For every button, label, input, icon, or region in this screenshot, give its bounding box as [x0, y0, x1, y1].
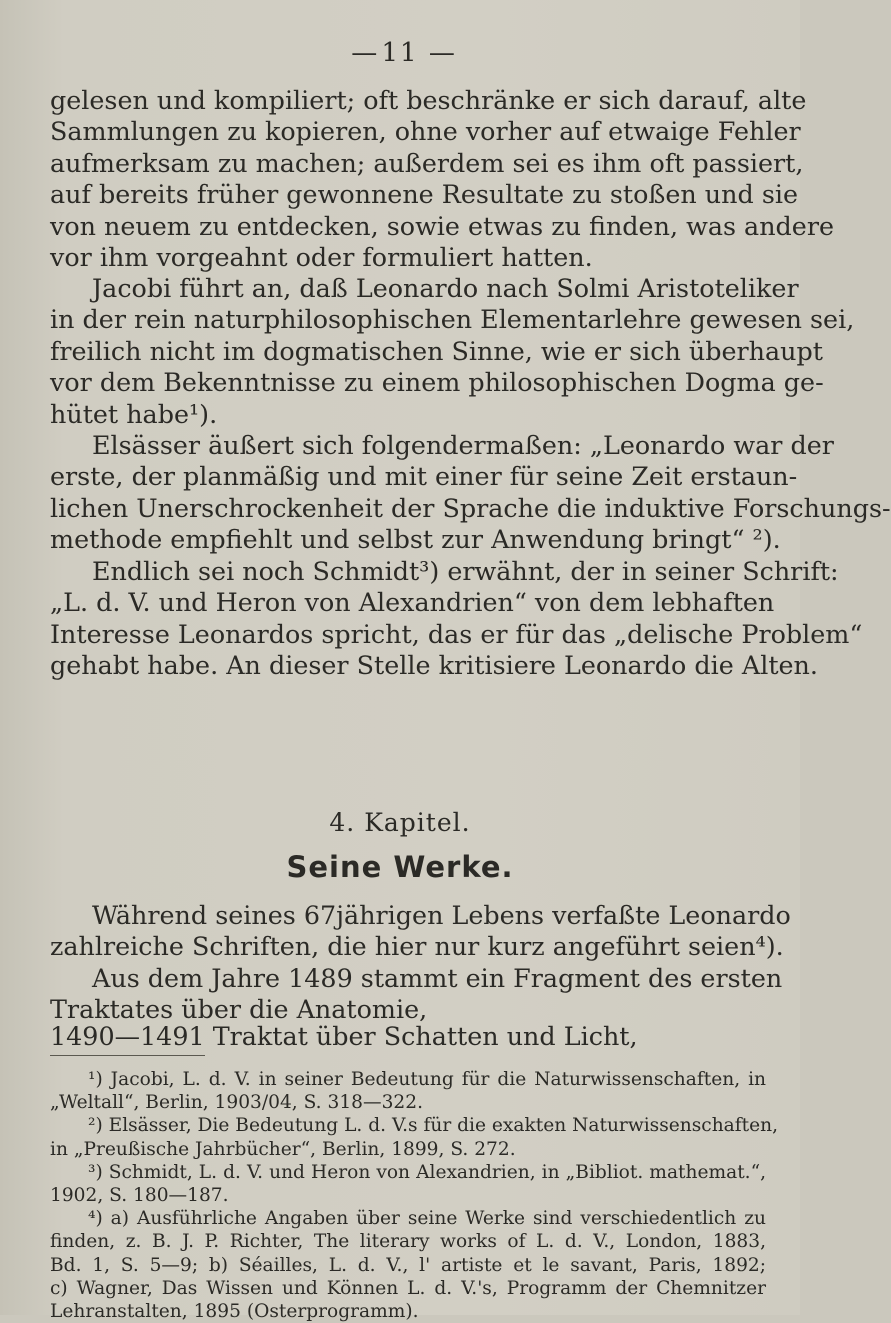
- paragraph-4: [50, 556, 863, 682]
- text-line: Endlich sei noch Schmidt³) erwähnt, der in seiner Schrift:: [92, 556, 839, 586]
- chapter-paragraph-2: [50, 963, 783, 1026]
- text-line: Aus dem Jahre 1489 stammt ein Fragment des ersten: [92, 963, 783, 993]
- footnote-4: [50, 1207, 766, 1323]
- text-line: hütet habe¹).: [50, 398, 218, 429]
- footnote-line: 1902, S. 180—187.: [50, 1185, 229, 1207]
- chapter-number: 4. Kapitel.: [329, 808, 471, 837]
- paragraph-2: [50, 273, 855, 430]
- text-line: in der rein naturphilosophischen Elementarlehre gewesen sei,: [50, 304, 855, 335]
- text-line: vor dem Bekenntnisse zu einem philosophischen Dogma ge-: [50, 367, 824, 398]
- text-line: methode empfiehlt und selbst zur Anwendung bringt“ ²).: [50, 524, 781, 555]
- footnote-line: Lehranstalten, 1895 (Osterprogramm).: [50, 1301, 419, 1323]
- text-line: freilich nicht im dogmatischen Sinne, wie er sich überhaupt: [50, 335, 823, 366]
- text-line: „L. d. V. und Heron von Alexandrien“ von dem lebhaften: [50, 587, 775, 618]
- footnote-line: c) Wagner, Das Wissen und Können L. d. V.'s, Programm der Chemnitzer: [50, 1277, 766, 1299]
- text-line: aufmerksam zu machen; außerdem sei es ihm oft passiert,: [50, 147, 804, 178]
- text-line: Während seines 67jährigen Lebens verfaßte Leonardo: [92, 900, 791, 930]
- text-line: vor ihm vorgeahnt oder formuliert hatten.: [50, 242, 593, 273]
- footnote-divider: [50, 1055, 205, 1056]
- footnote-line: ¹) Jacobi, L. d. V. in seiner Bedeutung für die Naturwissenschaften, in: [88, 1069, 766, 1090]
- text-line: auf bereits früher gewonnene Resultate zu stoßen und sie: [50, 179, 799, 210]
- footnote-line: finden, z. B. J. P. Richter, The literary works of L. d. V., London, 1883,: [50, 1231, 766, 1253]
- footnote-line: „Weltall“, Berlin, 1903/04, S. 318—322.: [50, 1092, 423, 1114]
- text-line: Jacobi führt an, daß Leonardo nach Solmi Aristoteliker: [92, 273, 799, 303]
- footnote-line: ⁴) a) Ausführliche Angaben über seine Werke sind verschiedentlich zu: [88, 1208, 766, 1230]
- footnotes: [50, 1068, 779, 1323]
- paragraph-3: [50, 430, 891, 556]
- page-number-value: 11: [381, 38, 419, 68]
- footnote-line: ²) Elsässer, Die Bedeutung L. d. V.s für die exakten Naturwissenschaften,: [88, 1115, 779, 1137]
- text-line: Elsässer äußert sich folgendermaßen: „Leonardo war der: [92, 430, 834, 460]
- footnote-3: [50, 1161, 766, 1207]
- text-line: gelesen und kompiliert; oft beschränke er sich darauf, alte: [50, 85, 807, 115]
- text-line: gehabt habe. An dieser Stelle kritisiere Leonardo die Alten.: [50, 650, 818, 681]
- text-line: Traktates über die Anatomie,: [50, 994, 428, 1025]
- text-line: erste, der planmäßig und mit einer für seine Zeit erstaun-: [50, 461, 798, 492]
- footnote-1: [50, 1068, 766, 1114]
- text-line: von neuem zu entdecken, sowie etwas zu finden, was andere: [50, 210, 834, 241]
- footnote-line: in „Preußische Jahrbücher“, Berlin, 1899, S. 272.: [50, 1138, 516, 1160]
- text-line: lichen Unerschrockenheit der Sprache die induktive Forschungs-: [50, 492, 891, 523]
- text-line: 1490—1491 Traktat über Schatten und Licht,: [50, 1021, 638, 1051]
- text-line: zahlreiche Schriften, die hier nur kurz angeführt seien⁴).: [50, 931, 784, 962]
- page-number: — 11 —: [351, 38, 457, 68]
- chapter-paragraph-1: [50, 900, 791, 963]
- text-line: Interesse Leonardos spricht, das er für das „delische Problem“: [50, 618, 863, 649]
- chapter-title: Seine Werke.: [286, 850, 514, 884]
- footnote-line: Bd. 1, S. 5—9; b) Séailles, L. d. V., l' artiste et le savant, Paris, 1892;: [50, 1254, 766, 1276]
- paragraph-1: [50, 85, 834, 273]
- footnote-2: [50, 1114, 779, 1160]
- text-line: Sammlungen zu kopieren, ohne vorher auf etwaige Fehler: [50, 116, 801, 147]
- footnote-line: ³) Schmidt, L. d. V. und Heron von Alexandrien, in „Bibliot. mathemat.“,: [88, 1161, 766, 1183]
- chapter-paragraph-3: [50, 1021, 766, 1052]
